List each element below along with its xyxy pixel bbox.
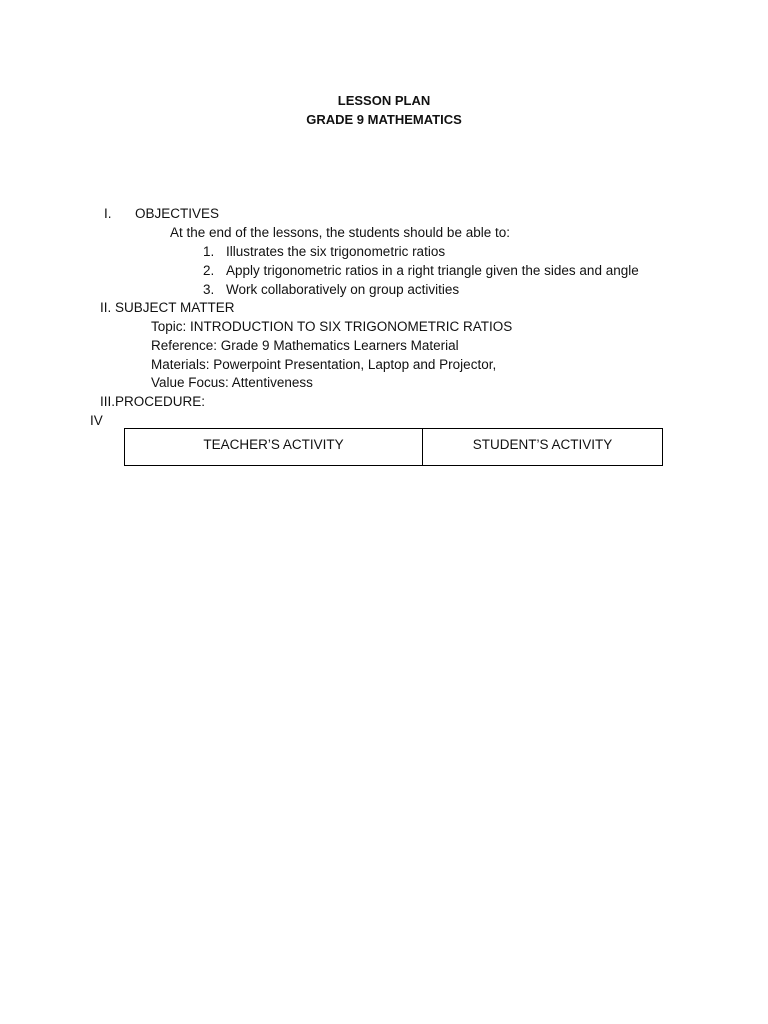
subject-materials: Materials: Powerpoint Presentation, Laptop and Projector, bbox=[151, 357, 497, 372]
objective-item: Apply trigonometric ratios in a right triangle given the sides and angle bbox=[226, 263, 639, 278]
objectives-intro: At the end of the lessons, the students should be able to: bbox=[170, 225, 510, 240]
section-iv-marker: IV bbox=[90, 413, 103, 428]
objective-number: 1. bbox=[203, 244, 215, 259]
table-header-row bbox=[125, 429, 663, 466]
activity-table bbox=[124, 428, 663, 466]
objective-number: 3. bbox=[203, 282, 215, 297]
subject-value-focus: Value Focus: Attentiveness bbox=[151, 375, 313, 390]
objective-item: Work collaboratively on group activities bbox=[226, 282, 460, 297]
subject-reference: Reference: Grade 9 Mathematics Learners Material bbox=[151, 338, 459, 353]
procedure-heading: III.PROCEDURE: bbox=[100, 394, 206, 409]
document-subtitle: GRADE 9 MATHEMATICS bbox=[306, 112, 462, 127]
objectives-heading: OBJECTIVES bbox=[135, 206, 220, 221]
subject-topic: Topic: INTRODUCTION TO SIX TRIGONOMETRIC RATIOS bbox=[151, 319, 513, 334]
teacher-activity-header: TEACHER’S ACTIVITY bbox=[125, 429, 423, 466]
document-title: LESSON PLAN bbox=[337, 93, 431, 108]
student-activity-header: STUDENT’S ACTIVITY bbox=[423, 429, 663, 466]
objective-item: Illustrates the six trigonometric ratios bbox=[226, 244, 446, 259]
objectives-numeral: I. bbox=[104, 206, 112, 221]
objective-number: 2. bbox=[203, 263, 215, 278]
subject-matter-heading: II. SUBJECT MATTER bbox=[100, 300, 235, 315]
